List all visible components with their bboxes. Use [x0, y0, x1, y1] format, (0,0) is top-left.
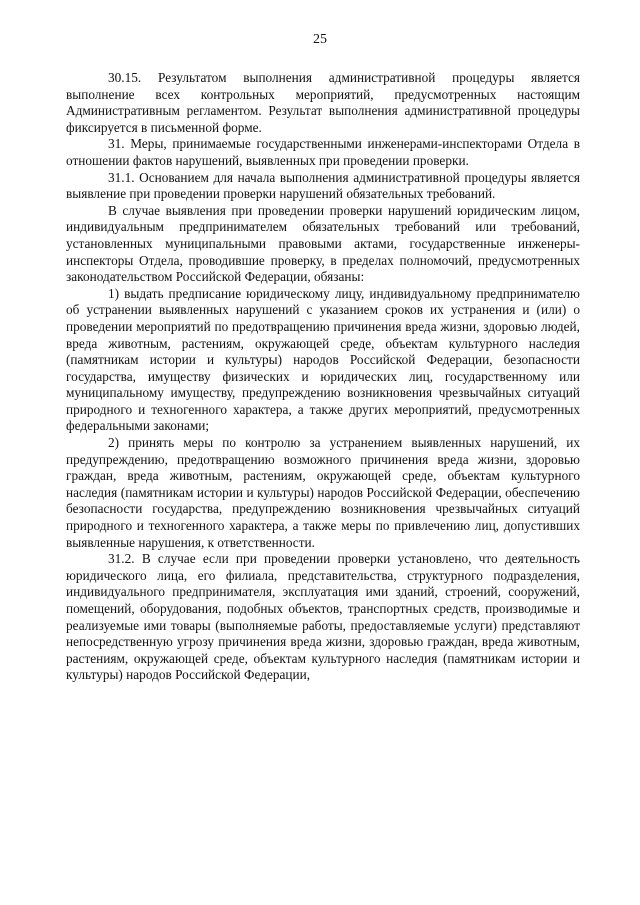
paragraph-31: 31. Меры, принимаемые государственными инженерами-инспекторами Отдела в отношении фактов нарушений, выявленных при проведении проверки.: [66, 136, 580, 168]
paragraph-30-15: 30.15. Результатом выполнения административной процедуры является выполнение всех контрольных мероприятий, предусмотренных настоящим Административным регламентом. Результат выполнения административной процедуры фиксируется в письменной форме.: [66, 70, 580, 135]
paragraph-31-1: 31.1. Основанием для начала выполнения административной процедуры является выявление при проведении проверки нарушений обязательных требований.: [66, 169, 580, 202]
paragraph-violations-intro: В случае выявления при проведении проверки нарушений юридическим лицом, индивидуальным предпринимателем обязательных требований или требований, установленных муниципальными правовыми актами, государственные инженеры-инспекторы Отдела, проводившие проверку, в пределах полномочий, предусмотренных законодательством Российской Федерации, обязаны:: [66, 202, 580, 285]
paragraph-31-2: 31.2. В случае если при проведении проверки установлено, что деятельность юридического лица, его филиала, представительства, структурного подразделения, индивидуального предпринимателя, эксплуатация ими зданий, строений, сооружений, помещений, оборудования, подобных объектов, транспортных средств, производимые и реализуемые ими товары (выполняемые работы, предоставляемые услуги) представляют непосредственную угрозу причинения вреда жизни, здоровью граждан, вреда животным, растениям, окружающей среде, объектам культурного наследия (памятникам истории и культуры) народов Российской Федерации,: [66, 551, 580, 683]
list-item-2: 2) принять меры по контролю за устранением выявленных нарушений, их предупреждению, предотвращению возможного причинения вреда жизни, здоровью граждан, вреда животным, растениям, окружающей среде, объектам культурного наследия (памятникам истории и культуры) народов Российской Федерации, обеспечению безопасности государства, предупреждению возникновения чрезвычайных ситуаций природного и техногенного характера, а также меры по привлечению лиц, допустивших выявленные нарушения, к ответственности.: [66, 435, 580, 550]
page-number: 25: [313, 32, 327, 47]
list-item-1: 1) выдать предписание юридическому лицу, индивидуальному предпринимателю об устранении выявленных нарушений с указанием сроков их устранения и (или) о проведении мероприятий по предотвращению причинения вреда жизни, здоровью людей, вреда животным, растениям, окружающей среде, объектам культурного наследия (памятникам истории и культуры) народов Российской Федерации, безопасности государства, имуществу физических и юридических лиц, государственному или муниципальному имуществу, предупреждению возникновения чрезвычайных ситуаций природного и техногенного характера, а также других мероприятий, предусмотренных федеральными законами;: [66, 285, 580, 434]
document-body: [66, 70, 580, 684]
